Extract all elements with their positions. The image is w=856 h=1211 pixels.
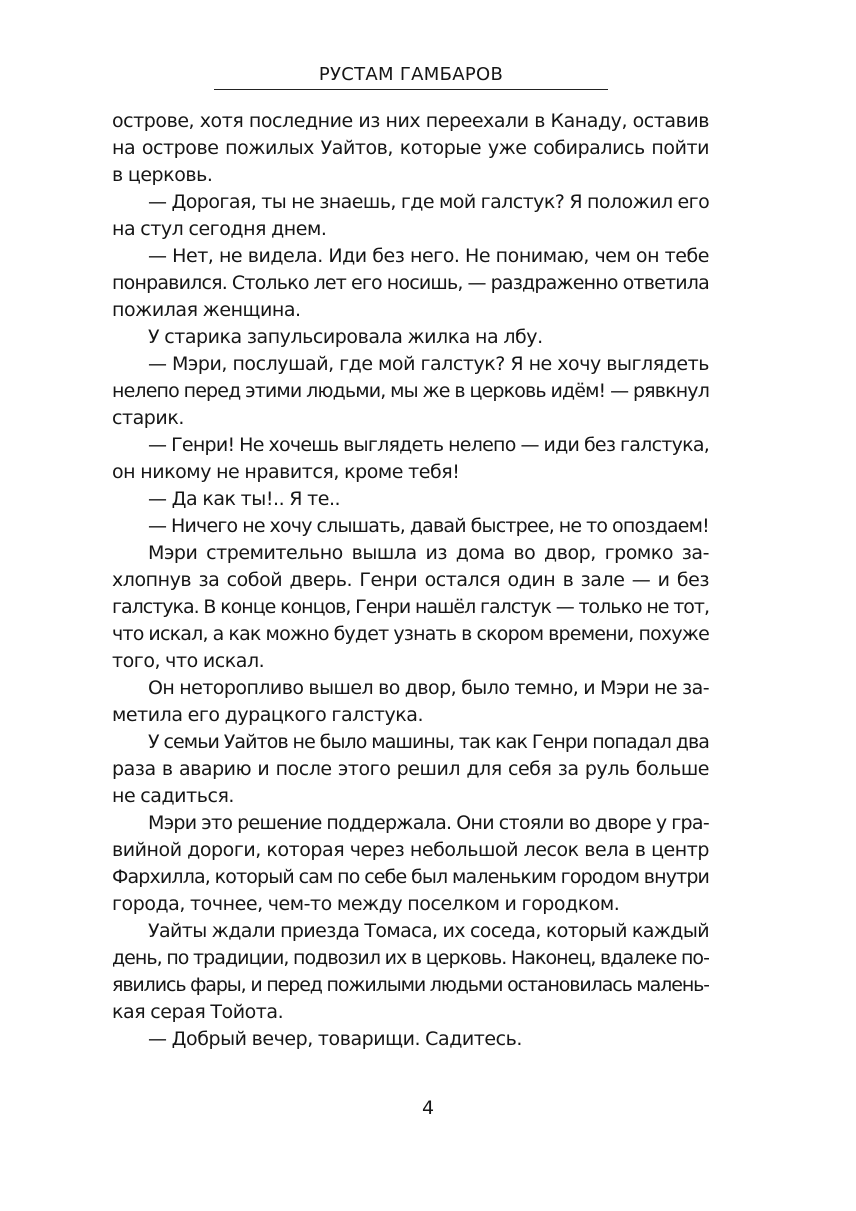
text-line: не садиться. [112,785,235,807]
paragraph [112,351,709,432]
text-line: У старика запульсировала жилка на лбу. [148,326,543,348]
text-line: У семьи Уайтов не было машины, так как Генри попадал два [148,731,709,753]
text-line: города, точнее, чем-то между поселком и городком. [112,893,620,915]
text-line: пожилая женщина. [112,299,301,321]
text-line: — Генри! Не хочешь выглядеть нелепо — иди без галстука, [148,434,709,456]
text-line: Уайты ждали приезда Томаса, их соседа, который каждый [148,920,709,942]
running-header [214,64,608,90]
text-line: — Добрый вечер, товарищи. Садитесь. [148,1028,522,1050]
paragraph [112,189,709,243]
body-text [112,108,709,1053]
paragraph [112,108,709,189]
paragraph [112,675,709,729]
text-line: — Мэри, послушай, где мой галстук? Я не хочу выглядеть [148,353,709,375]
text-line: метила его дурацкого галстука. [112,704,424,726]
paragraph [112,729,709,810]
text-line: Он неторопливо вышел во двор, было темно, и Мэри не за- [148,677,709,699]
text-line: вийной дороги, которая через небольшой лесок вела в центр [112,839,709,861]
text-line: в церковь. [112,164,213,186]
running-title: РУСТАМ ГАМБАРОВ [318,64,504,85]
text-line: что искал, а как можно будет узнать в скором времени, похуже [112,623,709,645]
text-line: острове, хотя последние из них переехали в Канаду, оставив [112,110,709,132]
paragraph [112,810,709,918]
paragraph [112,513,709,540]
paragraph [112,432,709,486]
text-line: Фархилла, который сам по себе был маленьким городом внутри [112,866,709,888]
paragraph [112,1026,709,1053]
text-line: старик. [112,407,184,429]
text-line: галстука. В конце концов, Генри нашёл галстук — только не тот, [112,596,709,618]
text-line: раза в аварию и после этого решил для себя за руль больше [112,758,709,780]
text-line: Мэри это решение поддержала. Они стояли во дворе у гра- [148,812,709,834]
text-line: Мэри стремительно вышла из дома во двор, громко за- [148,542,709,564]
paragraph [112,324,709,351]
text-line: — Дорогая, ты не знаешь, где мой галстук? Я положил его [148,191,709,213]
page-number: 4 [421,1097,435,1119]
paragraph [112,918,709,1026]
text-line: кая серая Тойота. [112,1001,284,1023]
text-line: — Ничего не хочу слышать, давай быстрее, не то опоздаем! [148,515,709,537]
text-line: день, по традиции, подвозил их в церковь. Наконец, вдалеке по- [112,947,709,969]
paragraph [112,540,709,675]
paragraph [112,486,709,513]
text-line: понравился. Столько лет его носишь, — раздраженно ответила [112,272,709,294]
text-line: явились фары, и перед пожилыми людьми остановилась малень- [112,974,709,996]
text-line: нелепо перед этими людьми, мы же в церковь идём! — рявкнул [112,380,709,402]
paragraph [112,243,709,324]
text-line: на острове пожилых Уайтов, которые уже собирались пойти [112,137,709,159]
text-line: того, что искал. [112,650,265,672]
text-line: — Нет, не видела. Иди без него. Не понимаю, чем он тебе [148,245,709,267]
text-line: хлопнув за собой дверь. Генри остался один в зале — и без [112,569,709,591]
text-line: — Да как ты!.. Я те.. [148,488,341,510]
text-line: на стул сегодня днем. [112,218,327,240]
text-line: он никому не нравится, кроме тебя! [112,461,460,483]
